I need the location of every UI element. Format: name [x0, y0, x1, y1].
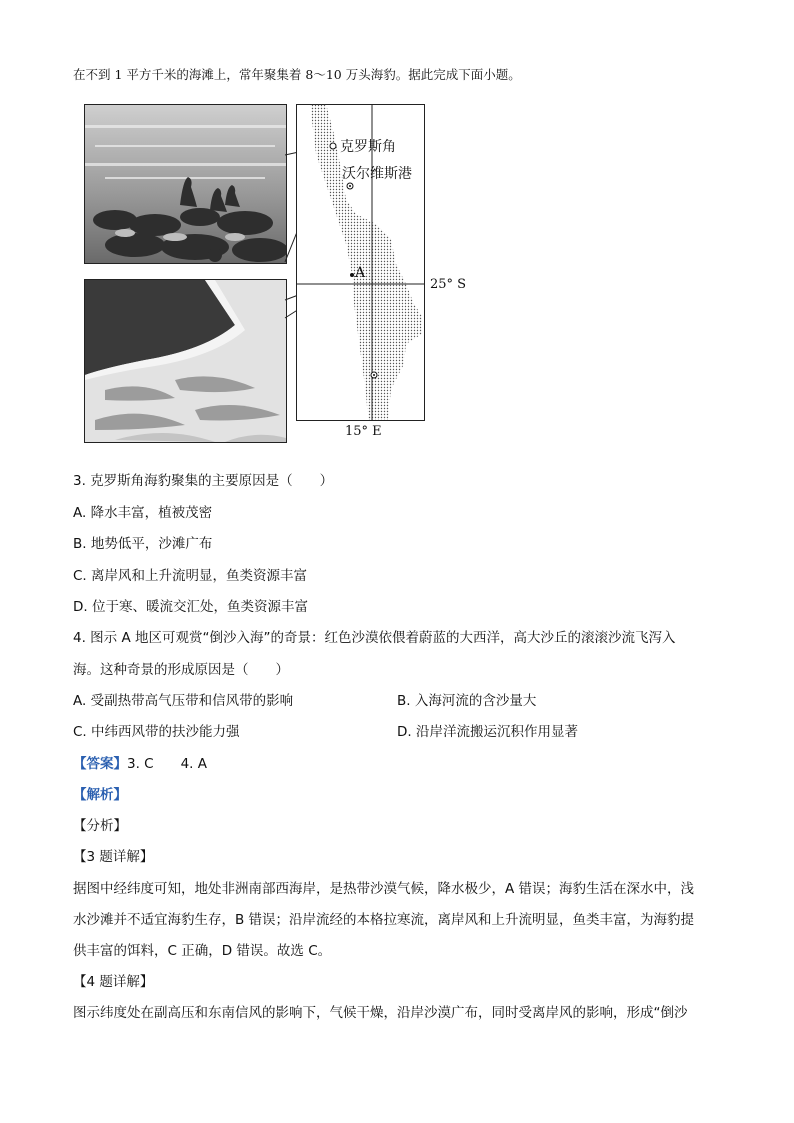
detail3-line-1: 据图中经纬度可知，地处非洲南部西海岸，是热带沙漠气候，降水极少，A 错误；海豹生活在深水中，浅 — [73, 881, 695, 897]
answer-tag: 【答案】 — [73, 756, 127, 772]
q4-stem-line1: 4. 图示 A 地区可观赏“倒沙入海”的奇景：红色沙漠依偎着蔚蓝的大西洋，高大沙丘的滚滚沙流飞泻入 — [73, 630, 676, 646]
fenxi-tag: 【分析】 — [73, 818, 127, 834]
intro-text: 在不到 1 平方千米的海滩上，常年聚集着 8～10 万头海豹。据此完成下面小题。 — [73, 67, 521, 82]
q4-option-c: C. 中纬西风带的扶沙能力强 — [73, 724, 240, 740]
q4-option-b: B. 入海河流的含沙量大 — [397, 693, 537, 709]
q3-option-b: B. 地势低平，沙滩广布 — [73, 536, 213, 552]
q4-option-d: D. 沿岸洋流搬运沉积作用显著 — [397, 724, 578, 740]
point-a-label: A — [355, 265, 366, 281]
detail3-tag: 【3 题详解】 — [73, 849, 154, 865]
q4-option-a: A. 受副热带高气压带和信风带的影响 — [73, 693, 294, 709]
latitude-label: 25° S — [430, 277, 467, 292]
cape-cross-label: 克罗斯角 — [340, 139, 396, 155]
detail3-line-3: 供丰富的饵料，C 正确，D 错误。故选 C。 — [73, 943, 332, 959]
namibia-coast-map — [296, 104, 425, 421]
q3-option-a: A. 降水丰富，植被茂密 — [73, 505, 213, 521]
detail4-line-1: 图示纬度处在副高压和东南信风的影响下，气候干燥，沿岸沙漠广布，同时受离岸风的影响，形成“倒沙 — [73, 1005, 688, 1021]
answer-text: 3. C 4. A — [127, 756, 208, 772]
q4-stem-line2: 海。这种奇景的形成原因是（ ） — [73, 662, 289, 678]
detail3-line-2: 水沙滩并不适宜海豹生存，B 错误；沿岸流经的本格拉寒流，离岸风和上升流明显，鱼类丰富，为海豹提 — [73, 912, 695, 928]
detail4-tag: 【4 题详解】 — [73, 974, 154, 990]
answer-line — [73, 755, 207, 773]
longitude-label: 15° E — [345, 424, 382, 439]
q3-option-d: D. 位于寒、暖流交汇处，鱼类资源丰富 — [73, 599, 308, 615]
q3-stem: 3. 克罗斯角海豹聚集的主要原因是（ ） — [73, 473, 334, 489]
walvis-bay-label: 沃尔维斯港 — [342, 166, 412, 182]
analysis-tag: 【解析】 — [73, 787, 127, 803]
q3-option-c: C. 离岸风和上升流明显，鱼类资源丰富 — [73, 568, 308, 584]
